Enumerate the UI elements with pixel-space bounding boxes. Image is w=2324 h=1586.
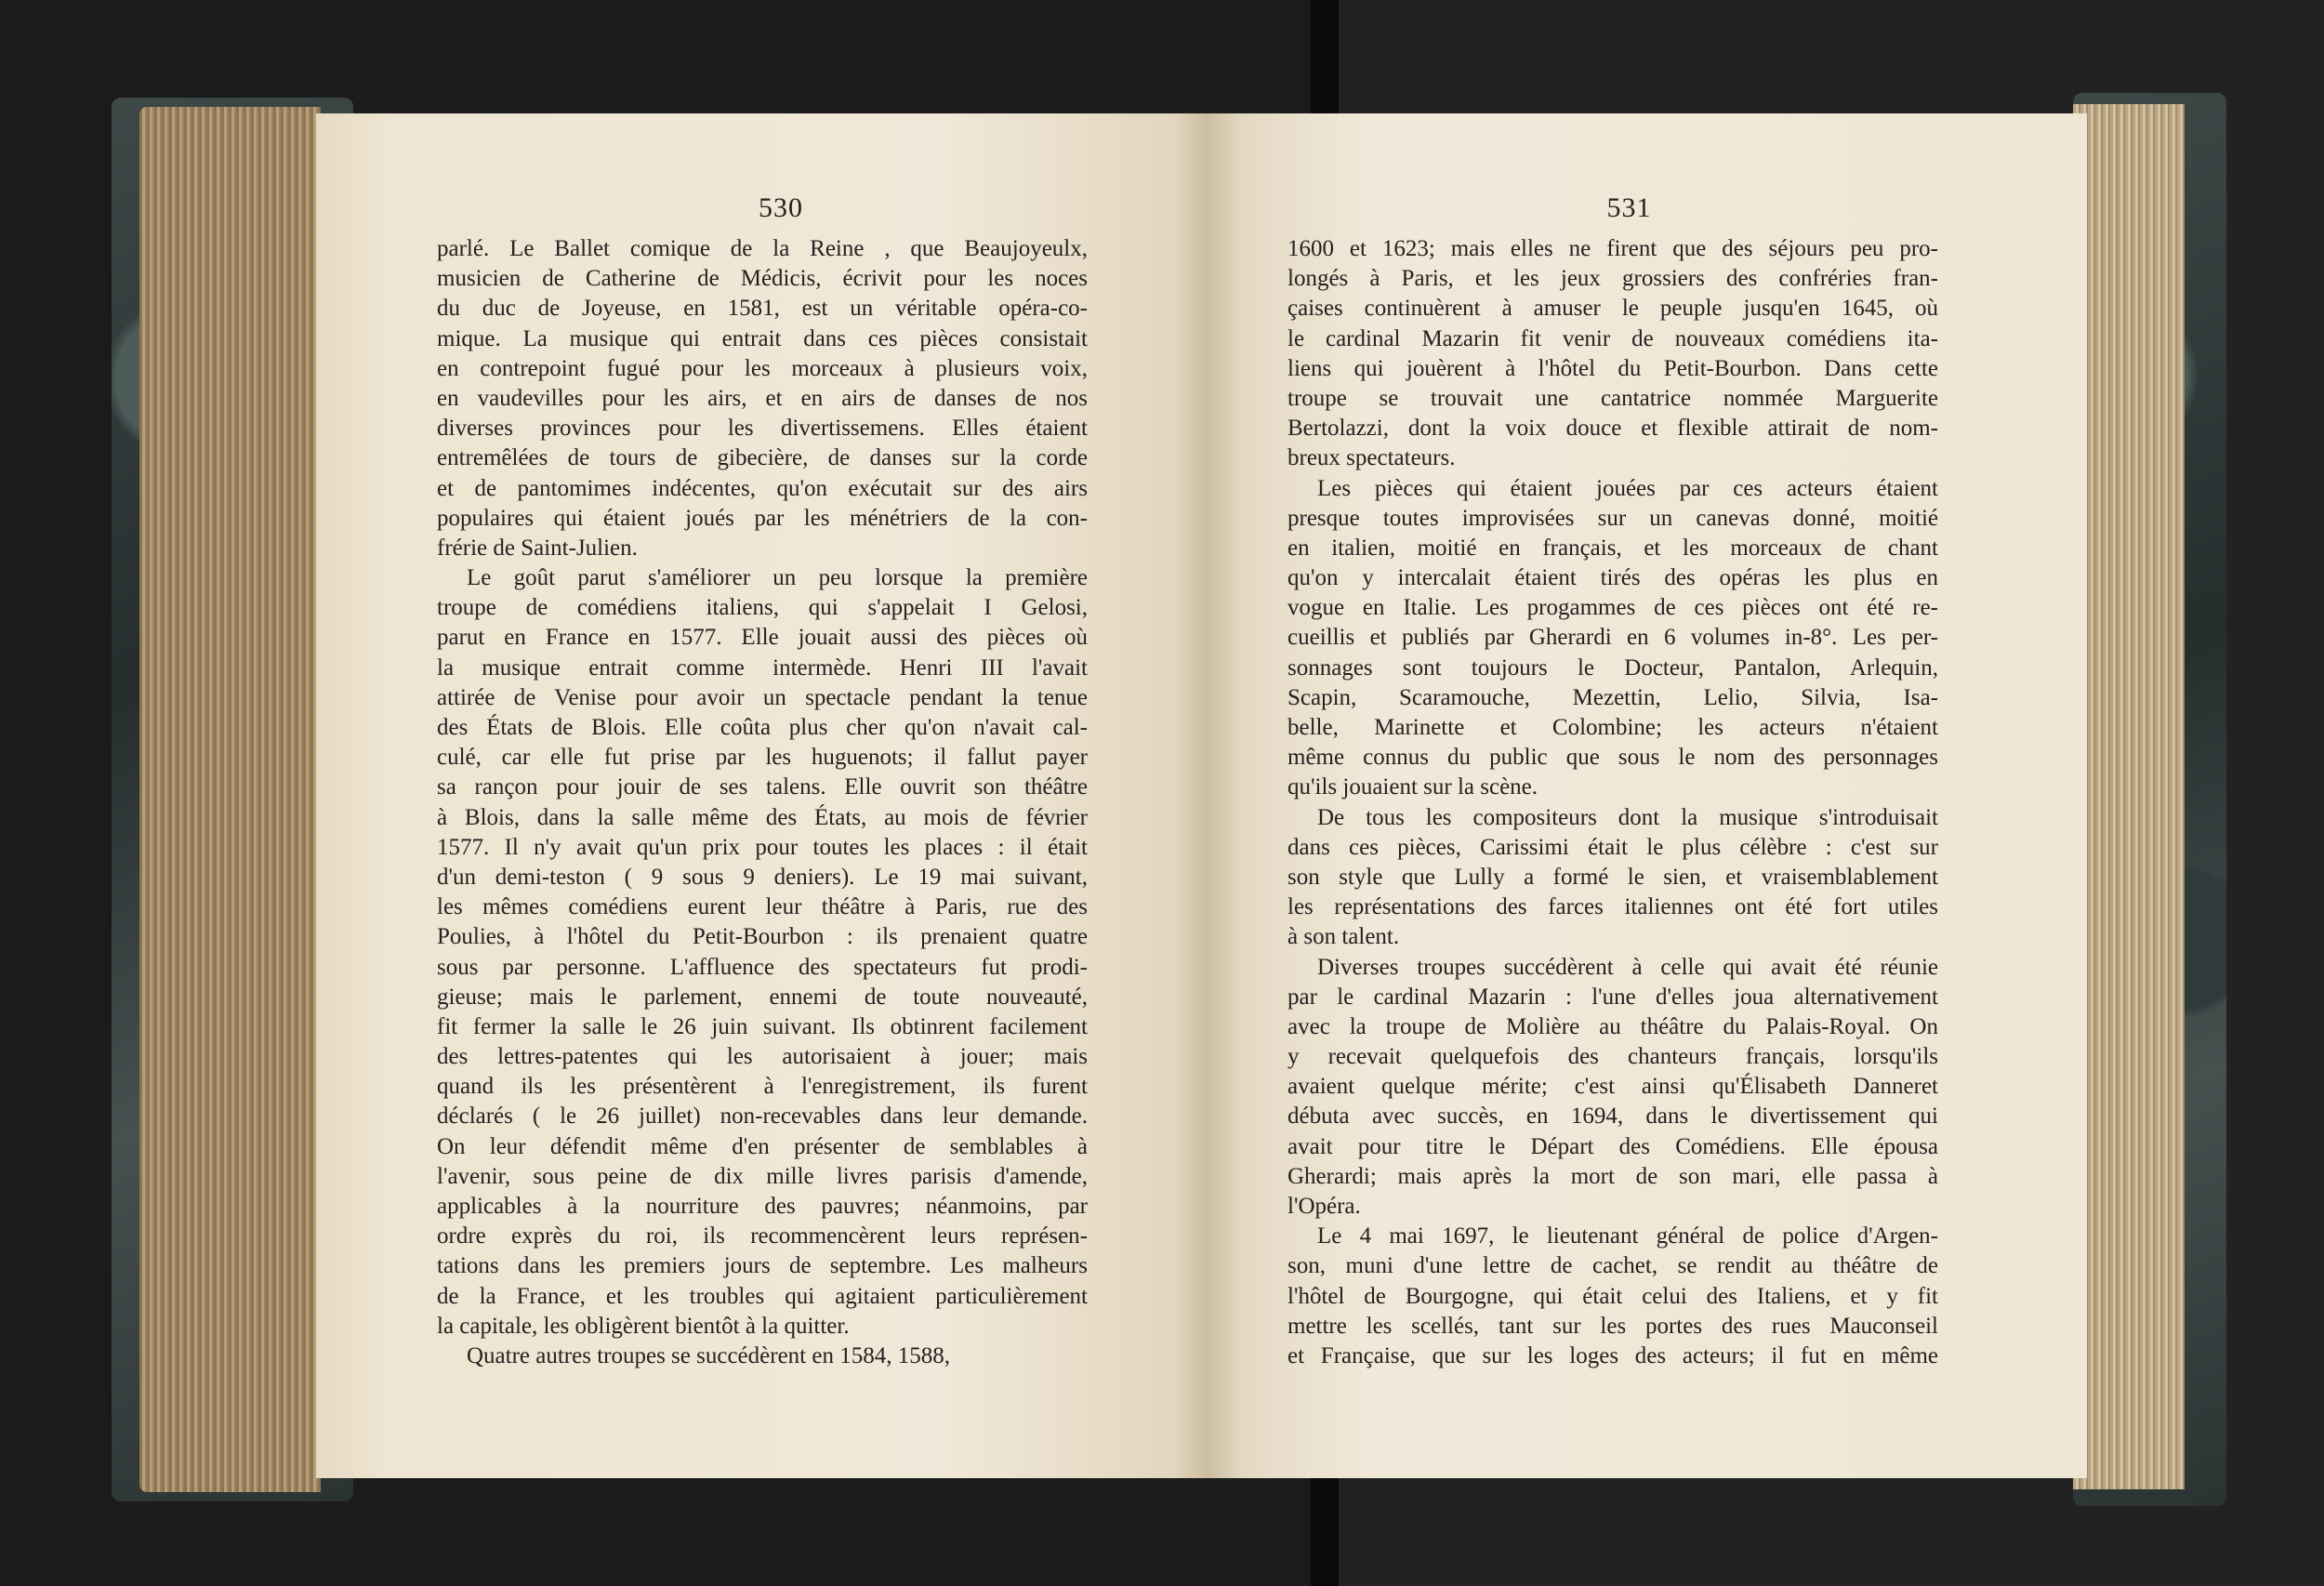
text-line: par le cardinal Mazarin : l'une d'elles joua alternativement bbox=[1287, 984, 1938, 1010]
text-line: Diverses troupes succédèrent à celle qui avait été réunie bbox=[1317, 954, 1938, 980]
text-line: Bertolazzi, dont la voix douce et flexible attirait de nom- bbox=[1287, 416, 1938, 442]
text-line: Quatre autres troupes se succédèrent en 1584, 1588, bbox=[467, 1342, 950, 1368]
right-page bbox=[1208, 113, 2087, 1478]
text-line: les représentations des farces italiennes ont été fort utiles bbox=[1287, 894, 1938, 920]
text-line: troupe de comédiens italiens, qui s'appelait I Gelosi, bbox=[437, 595, 1088, 621]
text-line: 1600 et 1623; mais elles ne firent que des séjours peu pro- bbox=[1287, 236, 1938, 261]
text-line: le cardinal Mazarin fit venir de nouveaux comédiens ita- bbox=[1287, 325, 1938, 351]
page-edges-left bbox=[139, 107, 321, 1492]
text-line: à Blois, dans la salle même des États, au mois de février bbox=[437, 804, 1088, 830]
text-line: et Française, que sur les loges des acteurs; il fut en même bbox=[1287, 1342, 1938, 1368]
text-line: son, muni d'une lettre de cachet, se rendit au théâtre de bbox=[1287, 1253, 1938, 1279]
text-line: fit fermer la salle le 26 juin suivant. Ils obtinrent facilement bbox=[437, 1013, 1088, 1039]
text-line: l'hôtel de Bourgogne, qui était celui des Italiens, et y fit bbox=[1287, 1283, 1938, 1309]
page-number: 530 bbox=[759, 192, 803, 223]
text-line: du duc de Joyeuse, en 1581, est un véritable opéra-co- bbox=[437, 296, 1088, 322]
text-line: en italien, moitié en français, et les morceaux de chant bbox=[1287, 535, 1938, 561]
text-line: son style que Lully a formé le sien, et vraisemblablement bbox=[1287, 864, 1938, 890]
text-line: à son talent. bbox=[1287, 924, 1400, 950]
text-line: l'avenir, sous peine de dix mille livres parisis d'amende, bbox=[437, 1163, 1088, 1189]
left-page bbox=[316, 113, 1208, 1478]
text-line: longés à Paris, et les jeux grossiers des confréries fran- bbox=[1287, 266, 1938, 292]
text-line: parlé. Le Ballet comique de la Reine , que Beaujoyeulx, bbox=[437, 236, 1088, 261]
text-line: frérie de Saint-Julien. bbox=[437, 535, 638, 561]
text-line: en contrepoint fugué pour les morceaux à plusieurs voix, bbox=[437, 355, 1088, 381]
text-line: avec la troupe de Molière au théâtre du Palais-Royal. On bbox=[1287, 1013, 1938, 1039]
text-line: parut en France en 1577. Elle jouait aussi des pièces où bbox=[437, 625, 1088, 651]
text-line: sous par personne. L'affluence des spectateurs fut prodi- bbox=[437, 954, 1088, 980]
page-text bbox=[1287, 234, 1938, 1371]
text-line: On leur défendit même d'en présenter de semblables à bbox=[437, 1133, 1088, 1159]
page-number: 531 bbox=[1606, 192, 1652, 223]
text-line: culé, car elle fut prise par les huguenots; il fallut payer bbox=[437, 745, 1088, 771]
text-line: la capitale, les obligèrent bientôt à la quitter. bbox=[437, 1313, 850, 1339]
text-line: Le goût parut s'améliorer un peu lorsque la première bbox=[467, 565, 1088, 591]
text-line: en vaudevilles pour les airs, et en airs de danses de nos bbox=[437, 385, 1088, 411]
text-line: avaient quelque mérite; c'est ainsi qu'Élisabeth Danneret bbox=[1287, 1074, 1938, 1100]
text-line: avait pour titre le Départ des Comédiens. Elle épousa bbox=[1287, 1133, 1938, 1159]
text-line: de la France, et les troubles qui agitaient particulièrement bbox=[437, 1283, 1088, 1309]
text-line: des lettres-patentes qui les autorisaient à jouer; mais bbox=[437, 1044, 1088, 1070]
text-line: cueillis et publiés par Gherardi en 6 volumes in-8°. Les per- bbox=[1287, 625, 1938, 651]
text-line: çaises continuèrent à amuser le peuple jusqu'en 1645, où bbox=[1287, 296, 1938, 322]
text-line: quand ils les présentèrent à l'enregistrement, ils furent bbox=[437, 1074, 1088, 1100]
text-line: qu'ils jouaient sur la scène. bbox=[1287, 774, 1538, 800]
text-line: Poulies, à l'hôtel du Petit-Bourbon : ils prenaient quatre bbox=[437, 924, 1088, 950]
text-line: Scapin, Scaramouche, Mezettin, Lelio, Silvia, Isa- bbox=[1287, 684, 1938, 710]
text-line: déclarés ( le 26 juillet) non-recevables dans leur demande. bbox=[437, 1104, 1088, 1130]
text-line: liens qui jouèrent à l'hôtel du Petit-Bourbon. Dans cette bbox=[1287, 355, 1938, 381]
text-line: Les pièces qui étaient jouées par ces acteurs étaient bbox=[1317, 475, 1938, 501]
page-text bbox=[437, 234, 1088, 1371]
text-line: De tous les compositeurs dont la musique s'introduisait bbox=[1317, 804, 1938, 830]
text-line: sonnages sont toujours le Docteur, Pantalon, Arlequin, bbox=[1287, 654, 1938, 681]
text-line: gieuse; mais le parlement, ennemi de toute nouveauté, bbox=[437, 984, 1088, 1010]
text-line: vogue en Italie. Les progammes de ces pièces ont été re- bbox=[1287, 595, 1938, 621]
text-line: y recevait quelquefois des chanteurs français, lorsqu'ils bbox=[1287, 1044, 1938, 1070]
text-line: belle, Marinette et Colombine; les acteurs n'étaient bbox=[1287, 715, 1938, 740]
text-line: musicien de Catherine de Médicis, écrivit pour les noces bbox=[437, 266, 1088, 292]
page-edges-right bbox=[2073, 104, 2185, 1489]
text-line: d'un demi-teston ( 9 sous 9 deniers). Le 19 mai suivant, bbox=[437, 864, 1088, 890]
text-line: populaires qui étaient joués par les ménétriers de la con- bbox=[437, 505, 1088, 531]
text-line: diverses provinces pour les divertissemens. Elles étaient bbox=[437, 416, 1088, 442]
text-line: troupe se trouvait une cantatrice nommée Marguerite bbox=[1287, 385, 1938, 411]
text-line: les mêmes comédiens eurent leur théâtre à Paris, rue des bbox=[437, 894, 1088, 920]
text-line: même connus du public que sous le nom des personnages bbox=[1287, 745, 1938, 771]
text-line: la musique entrait comme intermède. Henri III l'avait bbox=[437, 654, 1088, 681]
text-line: qu'on y intercalait étaient tirés des opéras les plus en bbox=[1287, 565, 1938, 591]
text-line: débuta avec succès, en 1694, dans le divertissement qui bbox=[1287, 1104, 1938, 1130]
text-line: tations dans les premiers jours de septembre. Les malheurs bbox=[437, 1253, 1088, 1279]
text-line: mique. La musique qui entrait dans ces pièces consistait bbox=[437, 325, 1088, 351]
text-line: l'Opéra. bbox=[1287, 1194, 1361, 1219]
text-line: dans ces pièces, Carissimi était le plus célèbre : c'est sur bbox=[1287, 834, 1938, 860]
text-line: applicables à la nourriture des pauvres; néanmoins, par bbox=[437, 1194, 1088, 1219]
text-line: entremêlées de tours de gibecière, de danses sur la corde bbox=[437, 445, 1088, 471]
text-line: breux spectateurs. bbox=[1287, 445, 1456, 471]
text-line: ordre exprès du roi, ils recommencèrent leurs représen- bbox=[437, 1223, 1088, 1249]
text-line: attirée de Venise pour avoir un spectacle pendant la tenue bbox=[437, 684, 1088, 710]
text-line: 1577. Il n'y avait qu'un prix pour toutes les places : il était bbox=[437, 834, 1088, 860]
text-line: Le 4 mai 1697, le lieutenant général de police d'Argen- bbox=[1317, 1223, 1938, 1249]
text-line: sa rançon pour jouir de ses talens. Elle ouvrit son théâtre bbox=[437, 774, 1088, 800]
text-line: mettre les scellés, tant sur les portes des rues Mauconseil bbox=[1287, 1313, 1938, 1339]
text-line: des États de Blois. Elle coûta plus cher qu'on n'avait cal- bbox=[437, 715, 1088, 740]
text-line: et de pantomimes indécentes, qu'on exécutait sur des airs bbox=[437, 475, 1088, 501]
text-line: presque toutes improvisées sur un canevas donné, moitié bbox=[1287, 505, 1938, 531]
text-line: Gherardi; mais après la mort de son mari, elle passa à bbox=[1287, 1163, 1938, 1189]
